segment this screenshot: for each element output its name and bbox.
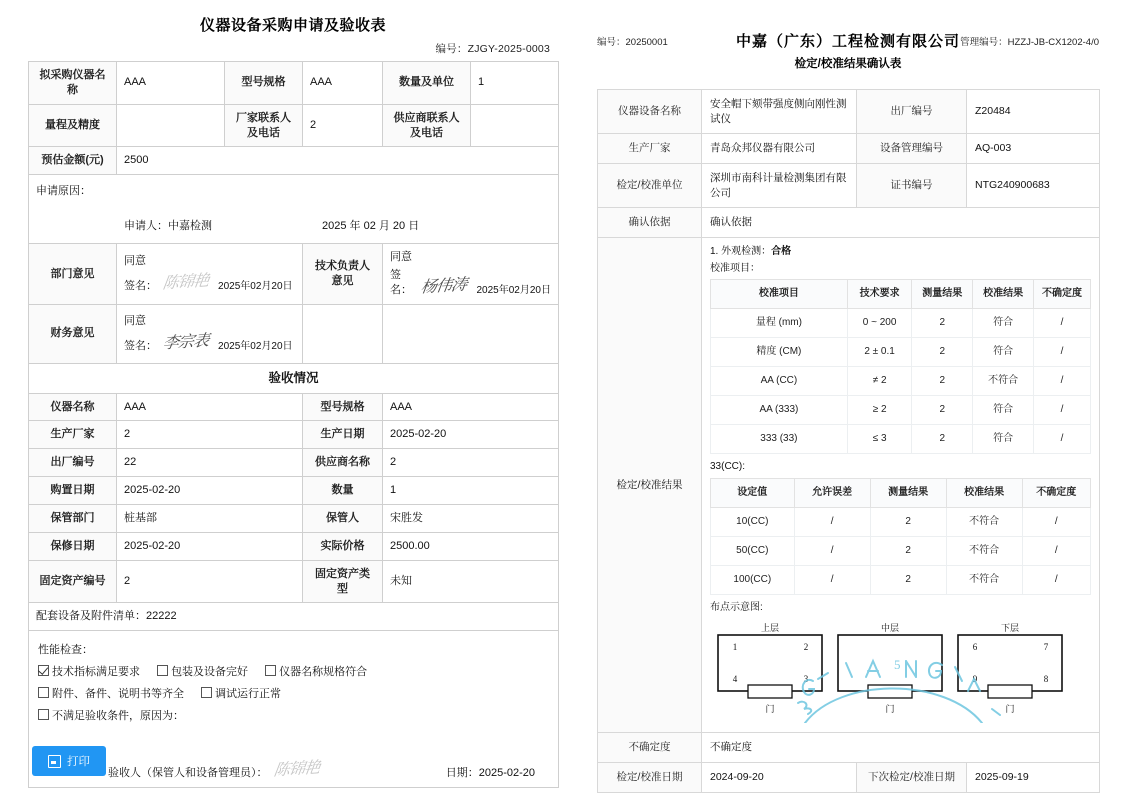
- acceptor-row: [29, 733, 558, 787]
- th-allowed-error: 允许误差: [794, 479, 870, 508]
- cell: ≤ 3: [847, 425, 912, 454]
- th-item: 校准项目: [711, 280, 848, 309]
- checkbox-label-0: 技术指标满足要求: [52, 666, 140, 679]
- table-row: [29, 477, 559, 505]
- finance-sign-date: 2025年02月20日: [218, 340, 293, 352]
- table-row: [711, 425, 1091, 454]
- cell: /: [1022, 566, 1090, 595]
- layout-diagram: [710, 619, 1091, 725]
- diagram-panel-0-door: 门: [765, 704, 775, 715]
- table-row: [29, 62, 559, 105]
- table-row: [598, 208, 1100, 238]
- cell: /: [1033, 309, 1090, 338]
- label-uncertainty: 不确定度: [598, 733, 702, 763]
- label-device-name: 仪器设备名称: [598, 90, 702, 134]
- diagram-panel-0-bl: 4: [732, 674, 738, 685]
- page-title: 仪器设备采购申请及验收表: [199, 17, 386, 34]
- cell: /: [1033, 425, 1090, 454]
- checkbox-icon[interactable]: [38, 665, 49, 676]
- value-next-cal-date: 2025-09-19: [967, 762, 1100, 792]
- table-row-finance-opinion: [29, 304, 559, 363]
- cell: 精度 (CM): [711, 338, 848, 367]
- appearance-note-prefix: 1. 外观检测：: [710, 246, 772, 258]
- label-acc-1-1: 生产厂家: [29, 421, 117, 449]
- finance-empty-2: [383, 304, 559, 363]
- checkbox-label-5: 不满足验收条件，原因为：: [52, 710, 184, 723]
- value-acc-4-1: 桩基部: [117, 505, 303, 533]
- value-acc-0-1: AAA: [117, 393, 303, 421]
- applicant-name: 申请人：中嘉检测: [124, 220, 212, 233]
- cell: /: [1022, 537, 1090, 566]
- dept-opinion-cell: [117, 244, 303, 305]
- label-model-spec: 型号规格: [225, 62, 303, 105]
- value-factory-contact: 2: [303, 104, 383, 147]
- checkbox-item-2[interactable]: [265, 666, 367, 678]
- table-row: [711, 508, 1091, 537]
- th-measure2: 测量结果: [870, 479, 946, 508]
- cell: 100(CC): [711, 566, 795, 595]
- diagram-panel-2-tl: 6: [972, 642, 978, 653]
- diagram-panel-2-door: 门: [1005, 704, 1015, 715]
- th-uncert2: 不确定度: [1022, 479, 1090, 508]
- cell: 2: [870, 566, 946, 595]
- acceptor-label: 验收人（保管人和设备管理员）：: [108, 766, 268, 779]
- purchase-table: [28, 61, 559, 788]
- cell: /: [1033, 367, 1090, 396]
- cell: 符合: [973, 425, 1034, 454]
- cell: 2 ± 0.1: [847, 338, 912, 367]
- diagram-panel-2-bl: 9: [972, 674, 978, 685]
- label-acc-6-1: 固定资产编号: [29, 560, 117, 603]
- value-acc-6-2: 未知: [383, 560, 559, 603]
- right-doc-code-right: 管理编号：HZZJ-JB-CX1202-4/0: [960, 37, 1099, 48]
- th-setpoint: 设定值: [711, 479, 795, 508]
- cell: /: [794, 537, 870, 566]
- cell: AA (333): [711, 396, 848, 425]
- value-acc-1-1: 2: [117, 421, 303, 449]
- watermark-digit: 5: [894, 657, 901, 673]
- value-uncertainty: 不确定度: [702, 733, 1100, 763]
- appearance-note-value: 合格: [771, 246, 792, 258]
- purchase-acceptance-document: [28, 14, 558, 788]
- label-manufacturer: 生产厂家: [598, 134, 702, 164]
- table-row: [598, 733, 1100, 763]
- diagram-panel-1-door: 门: [885, 704, 895, 715]
- table-row: [711, 537, 1091, 566]
- table-header-row: [711, 479, 1091, 508]
- tech-sign-date: 2025年02月20日: [476, 285, 551, 297]
- table-row: [711, 566, 1091, 595]
- value-cal-date: 2024-09-20: [702, 762, 857, 792]
- cell: 符合: [973, 309, 1034, 338]
- calibration-items-table: [710, 279, 1091, 454]
- label-next-cal-date: 下次检定/校准日期: [857, 762, 967, 792]
- cell: /: [794, 508, 870, 537]
- diagram-panel-1-title: 中层: [880, 623, 900, 634]
- diagram-label: 布点示意图:: [710, 602, 763, 614]
- diagram-panel-0-tl: 1: [732, 642, 738, 653]
- checkbox-label-4: 调试运行正常: [215, 688, 282, 701]
- value-supplier-contact: [471, 104, 559, 147]
- table-row: [711, 367, 1091, 396]
- right-doc-header: [597, 30, 1099, 82]
- table-row-accessory: [29, 603, 559, 631]
- label-acc-3-1: 购置日期: [29, 477, 117, 505]
- value-factory-no: Z20484: [967, 90, 1100, 134]
- checkbox-item-0[interactable]: [38, 666, 140, 678]
- label-finance-opinion: 财务意见: [29, 304, 117, 363]
- checkbox-label-1: 包装及设备完好: [171, 666, 249, 679]
- calibration-confirmation-document: [597, 12, 1099, 793]
- label-acc-2-1: 出厂编号: [29, 449, 117, 477]
- checkbox-item-3[interactable]: [38, 688, 184, 700]
- value-estimated-amount: 2500: [117, 147, 559, 175]
- label-factory-no: 出厂编号: [857, 90, 967, 134]
- th-cal-result2: 校准结果: [946, 479, 1022, 508]
- label-dept-opinion: 部门意见: [29, 244, 117, 305]
- value-acc-3-1: 2025-02-20: [117, 477, 303, 505]
- label-cal-date: 检定/校准日期: [598, 762, 702, 792]
- table-row: [29, 147, 559, 175]
- checkbox-icon[interactable]: [38, 687, 49, 698]
- label-acc-4-2: 保管人: [303, 505, 383, 533]
- label-device-mgmt-no: 设备管理编号: [857, 134, 967, 164]
- table-row-dept-opinion: [29, 244, 559, 305]
- print-button-label: 打印: [67, 756, 90, 768]
- diagram-panel-0-title: 上层: [760, 623, 780, 634]
- value-calibration-org: 深圳市南科计量检测集团有限公司: [702, 164, 857, 208]
- th-cal-result: 校准结果: [973, 280, 1034, 309]
- finance-opinion-text: 同意: [124, 315, 146, 328]
- cell: 10(CC): [711, 508, 795, 537]
- label-range-accuracy: 量程及精度: [29, 104, 117, 147]
- diagram-panel-2-tr: 7: [1043, 642, 1049, 653]
- label-certificate-no: 证书编号: [857, 164, 967, 208]
- acceptor-date: 日期：2025-02-20: [445, 766, 535, 779]
- finance-signature: 李宗表: [161, 332, 210, 353]
- table-row: [29, 505, 559, 533]
- tech-opinion-text: 同意: [390, 251, 412, 264]
- company-title: 中嘉（广东）工程检测有限公司: [735, 33, 960, 50]
- dept-sign-date: 2025年02月20日: [218, 281, 293, 293]
- calibration-results-body: [702, 238, 1100, 733]
- label-acc-0-1: 仪器名称: [29, 393, 117, 421]
- table-row: [711, 338, 1091, 367]
- accessory-list: 配套设备及附件清单：22222: [29, 603, 559, 631]
- table-row-results: [598, 238, 1100, 733]
- cell: AA (CC): [711, 367, 848, 396]
- tech-opinion-cell: [383, 244, 559, 305]
- right-doc-code-left: 编号：20250001: [597, 37, 668, 48]
- cell: 0 ~ 200: [847, 309, 912, 338]
- cell: 2: [912, 338, 973, 367]
- cell: 2: [912, 367, 973, 396]
- th-measure: 测量结果: [912, 280, 973, 309]
- checkbox-icon[interactable]: [38, 709, 49, 720]
- value-instrument-name: AAA: [117, 62, 225, 105]
- label-estimated-amount: 预估金额(元): [29, 147, 117, 175]
- label-acc-2-2: 供应商名称: [303, 449, 383, 477]
- application-date: 2025 年 02 月 20 日: [322, 220, 420, 233]
- cell: 50(CC): [711, 537, 795, 566]
- cell: 不符合: [946, 566, 1022, 595]
- value-confirm-basis: 确认依据: [702, 208, 1100, 238]
- diagram-panel-2-br: 8: [1043, 674, 1049, 685]
- dept-sign-label: 签名：: [124, 279, 157, 292]
- dept-opinion-text: 同意: [124, 255, 146, 268]
- value-device-name: 安全帽下颏带强度侧向刚性测试仪: [702, 90, 857, 134]
- value-acc-4-2: 宋胜发: [383, 505, 559, 533]
- value-range-accuracy: [117, 104, 225, 147]
- table-row: [711, 396, 1091, 425]
- table-row: [598, 762, 1100, 792]
- cell: /: [1033, 396, 1090, 425]
- performance-line-2: [38, 683, 549, 705]
- acceptor-signature: 陈锦艳: [272, 759, 321, 780]
- cell: /: [1022, 508, 1090, 537]
- value-acc-2-2: 2: [383, 449, 559, 477]
- table-row-reason: [29, 175, 559, 244]
- dept-signature: 陈锦艳: [161, 272, 210, 293]
- cell: 不符合: [946, 508, 1022, 537]
- value-acc-1-2: 2025-02-20: [383, 421, 559, 449]
- performance-check-cell: [29, 631, 559, 788]
- cell: 333 (33): [711, 425, 848, 454]
- label-acc-0-2: 型号规格: [303, 393, 383, 421]
- cell: 2: [912, 396, 973, 425]
- checkbox-icon[interactable]: [265, 665, 276, 676]
- cell: /: [794, 566, 870, 595]
- table-header-row: [711, 280, 1091, 309]
- printer-icon: [48, 755, 61, 768]
- label-qty-unit: 数量及单位: [383, 62, 471, 105]
- label-acc-4-1: 保管部门: [29, 505, 117, 533]
- th-uncert: 不确定度: [1033, 280, 1090, 309]
- appearance-note: [710, 245, 1091, 259]
- finance-sign-label: 签名：: [124, 339, 157, 352]
- table-row: [29, 104, 559, 147]
- diagram-panel-2-title: 下层: [1000, 623, 1020, 634]
- performance-line-3: [38, 705, 549, 727]
- value-acc-5-2: 2500.00: [383, 532, 559, 560]
- tech-signature: 杨伟涛: [420, 276, 469, 297]
- label-acc-5-2: 实际价格: [303, 532, 383, 560]
- table-row: [711, 309, 1091, 338]
- cell: ≠ 2: [847, 367, 912, 396]
- checkbox-label-3: 附件、备件、说明书等齐全: [52, 688, 184, 701]
- checkbox-item-1[interactable]: [157, 666, 248, 678]
- cell: 量程 (mm): [711, 309, 848, 338]
- cell: 不符合: [973, 367, 1034, 396]
- value-acc-5-1: 2025-02-20: [117, 532, 303, 560]
- label-calibration-results: 检定/校准结果: [598, 238, 702, 733]
- performance-title: 性能检查：: [38, 644, 93, 657]
- label-confirm-basis: 确认依据: [598, 208, 702, 238]
- diagram-panel-0-tr: 2: [803, 642, 809, 653]
- print-button[interactable]: [32, 746, 106, 776]
- checkbox-icon[interactable]: [157, 665, 168, 676]
- table-row: [598, 90, 1100, 134]
- table2-label: 33(CC):: [710, 461, 746, 473]
- table-row: [598, 164, 1100, 208]
- value-acc-2-1: 22: [117, 449, 303, 477]
- table-row: [29, 393, 559, 421]
- table-row-performance: [29, 631, 559, 788]
- checkbox-item-5[interactable]: [38, 710, 184, 722]
- checkbox-label-2: 仪器名称规格符合: [279, 666, 368, 679]
- table-row: [29, 449, 559, 477]
- cell: 2: [870, 508, 946, 537]
- value-model-spec: AAA: [303, 62, 383, 105]
- setpoint-table: [710, 478, 1091, 595]
- table-row-section: [29, 363, 559, 393]
- cell: 2: [912, 425, 973, 454]
- cell: 不符合: [946, 537, 1022, 566]
- label-factory-contact: 厂家联系人及电话: [225, 104, 303, 147]
- cell: /: [1033, 338, 1090, 367]
- layout-diagram-svg: [710, 619, 1090, 723]
- application-reason-label: 申请原因：: [36, 185, 91, 198]
- finance-empty-1: [303, 304, 383, 363]
- cal-items-label: 校准项目：: [710, 263, 760, 275]
- performance-line-1: [38, 661, 549, 683]
- calibration-table: [597, 89, 1100, 793]
- value-device-mgmt-no: AQ-003: [967, 134, 1100, 164]
- label-acc-6-2: 固定资产类型: [303, 560, 383, 603]
- label-acc-3-2: 数量: [303, 477, 383, 505]
- table-row: [29, 532, 559, 560]
- th-tech-req: 技术要求: [847, 280, 912, 309]
- cell: ≥ 2: [847, 396, 912, 425]
- label-instrument-name: 拟采购仪器名称: [29, 62, 117, 105]
- document-code: 编号：ZJGY-2025-0003: [435, 43, 550, 55]
- value-acc-0-2: AAA: [383, 393, 559, 421]
- diagram-panel-0-br: 3: [803, 674, 809, 685]
- label-supplier-contact: 供应商联系人及电话: [383, 104, 471, 147]
- section-title-acceptance: 验收情况: [29, 363, 559, 393]
- label-acc-5-1: 保修日期: [29, 532, 117, 560]
- table-row: [598, 134, 1100, 164]
- label-acc-1-2: 生产日期: [303, 421, 383, 449]
- cell: 2: [870, 537, 946, 566]
- value-acc-6-1: 2: [117, 560, 303, 603]
- label-calibration-org: 检定/校准单位: [598, 164, 702, 208]
- application-reason-cell: [29, 175, 559, 244]
- performance-check-block: [29, 631, 558, 733]
- finance-opinion-cell: [117, 304, 303, 363]
- form-subtitle: 检定/校准结果确认表: [794, 58, 902, 70]
- value-qty-unit: 1: [471, 62, 559, 105]
- cell: 符合: [973, 338, 1034, 367]
- cell: 符合: [973, 396, 1034, 425]
- value-certificate-no: NTG240900683: [967, 164, 1100, 208]
- value-acc-3-2: 1: [383, 477, 559, 505]
- table-row: [29, 421, 559, 449]
- value-manufacturer: 青岛众邦仪器有限公司: [702, 134, 857, 164]
- label-tech-opinion: 技术负责人意见: [303, 244, 383, 305]
- table-row: [29, 560, 559, 603]
- cell: 2: [912, 309, 973, 338]
- checkbox-item-4[interactable]: [201, 688, 281, 700]
- checkbox-icon[interactable]: [201, 687, 212, 698]
- tech-sign-label: 签名：: [390, 269, 412, 296]
